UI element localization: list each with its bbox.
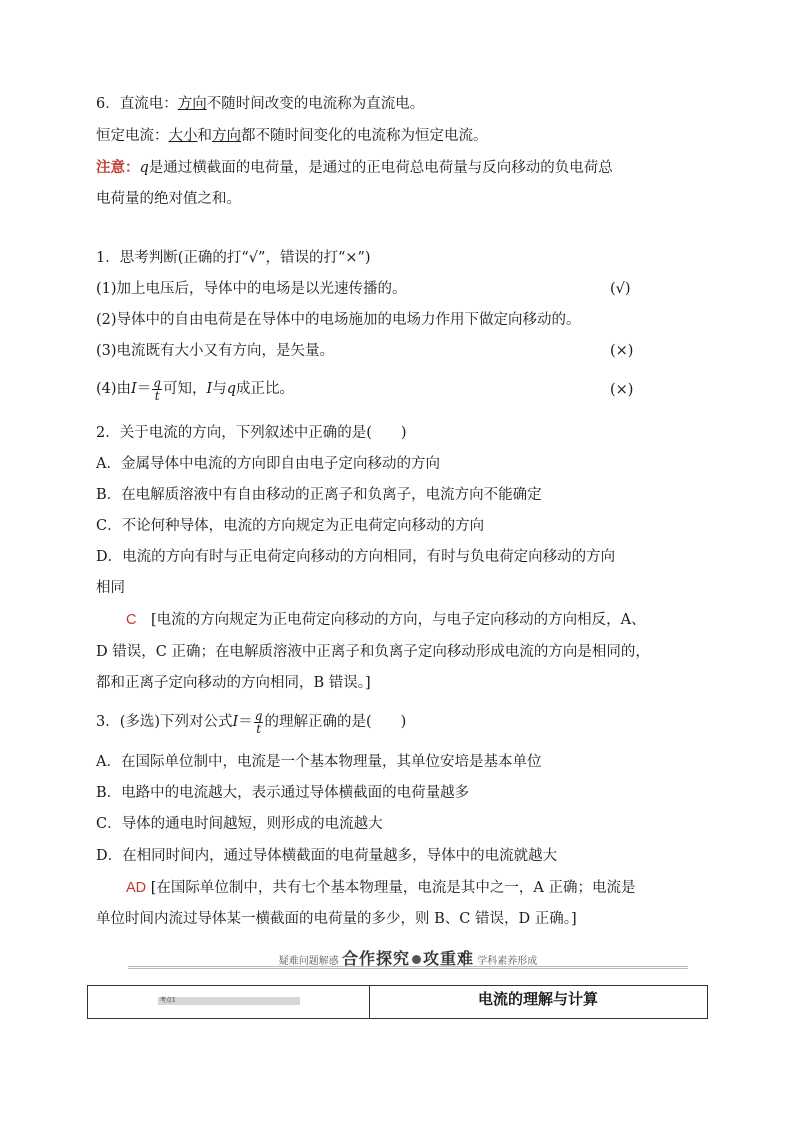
note-line-1: 注意：q是通过横截面的电荷量，是通过的正电荷总电荷量与反向移动的负电荷总 bbox=[96, 159, 613, 176]
q3-option-b: B．电路中的电流越大，表示通过导体横截面的电荷量越多 bbox=[96, 785, 470, 801]
q1-statement-4: (4)由I＝ $\frac{q}{t}$ 可知，I与q成正比。 bbox=[96, 375, 294, 403]
q2-explanation-line-1: C [电流的方向规定为正电荷定向移动的方向，与电子定向移动的方向相反，A、 bbox=[126, 612, 646, 628]
q3-explanation-line-1: AD [在国际单位制中，共有七个基本物理量，电流是其中之一，A 正确；电流是 bbox=[126, 880, 636, 896]
q3-title: 3．(多选)下列对公式I＝ $\frac{q}{t}$ 的理解正确的是( ) bbox=[96, 708, 407, 736]
fraction-q-over-t: $\frac{q}{t}$ bbox=[153, 375, 161, 403]
q2-title: 2．关于电流的方向，下列叙述中正确的是( ) bbox=[96, 425, 407, 441]
q3-option-d: D．在相同时间内，通过导体横截面的电荷量越多，导体中的电流就越大 bbox=[96, 848, 558, 864]
fraction-q-over-t: $\frac{q}{t}$ bbox=[254, 708, 263, 736]
q2-option-d-line-2: 相同 bbox=[96, 580, 125, 596]
q3-option-c: C．导体的通电时间越短，则形成的电流越大 bbox=[96, 816, 383, 832]
q3-option-a: A．在国际单位制中，电流是一个基本物理量，其单位安培是基本单位 bbox=[96, 754, 542, 770]
steady-current-definition: 恒定电流：大小和方向都不随时间变化的电流称为恒定电流。 bbox=[96, 128, 488, 144]
q3-explanation-line-2: 单位时间内流过导体某一横截面的电荷量的多少，则 B、C 错误，D 正确。] bbox=[96, 911, 577, 927]
q1-statement-3: (3)电流既有大小又有方向，是矢量。 bbox=[96, 343, 335, 359]
q2-option-c: C．不论何种导体，电流的方向规定为正电荷定向移动的方向 bbox=[96, 518, 485, 534]
q1-mark-4: (×) bbox=[610, 382, 634, 398]
q2-option-b: B．在电解质溶液中有自由移动的正离子和负离子，电流方向不能确定 bbox=[96, 487, 542, 503]
q1-mark-1: (√) bbox=[610, 281, 631, 297]
section-banner: 疑难问题解惑 合作探究 攻重难 学科素养形成 bbox=[128, 946, 688, 969]
q2-explanation-line-3: 都和正离子定向移动的方向相同，B 错误。] bbox=[96, 675, 371, 691]
dc-definition: 6．直流电：方向不随时间改变的电流称为直流电。 bbox=[96, 96, 425, 112]
note-line-2: 电荷量的绝对值之和。 bbox=[96, 191, 241, 207]
topic-tag: 考点1 bbox=[158, 997, 300, 1005]
q2-option-d-line-1: D．电流的方向有时与正电荷定向移动的方向相同，有时与负电荷定向移动的方向 bbox=[96, 549, 616, 565]
topic-box bbox=[87, 985, 708, 1019]
q1-title: 1．思考判断(正确的打“√”，错误的打“×”) bbox=[96, 250, 371, 266]
q2-explanation-line-2: D 错误，C 正确；在电解质溶液中正离子和负离子定向移动形成电流的方向是相同的， bbox=[96, 644, 650, 660]
q1-mark-3: (×) bbox=[610, 343, 634, 359]
arrow-dot-icon bbox=[412, 955, 421, 964]
q2-option-a: A．金属导体中电流的方向即自由电子定向移动的方向 bbox=[96, 456, 440, 472]
topic-title: 电流的理解与计算 bbox=[477, 990, 598, 1008]
q1-statement-2: (2)导体中的自由电荷是在导体中的电场施加的电场力作用下做定向移动的。 bbox=[96, 312, 581, 328]
q1-statement-1: (1)加上电压后，导体中的电场是以光速传播的。 bbox=[96, 281, 407, 297]
